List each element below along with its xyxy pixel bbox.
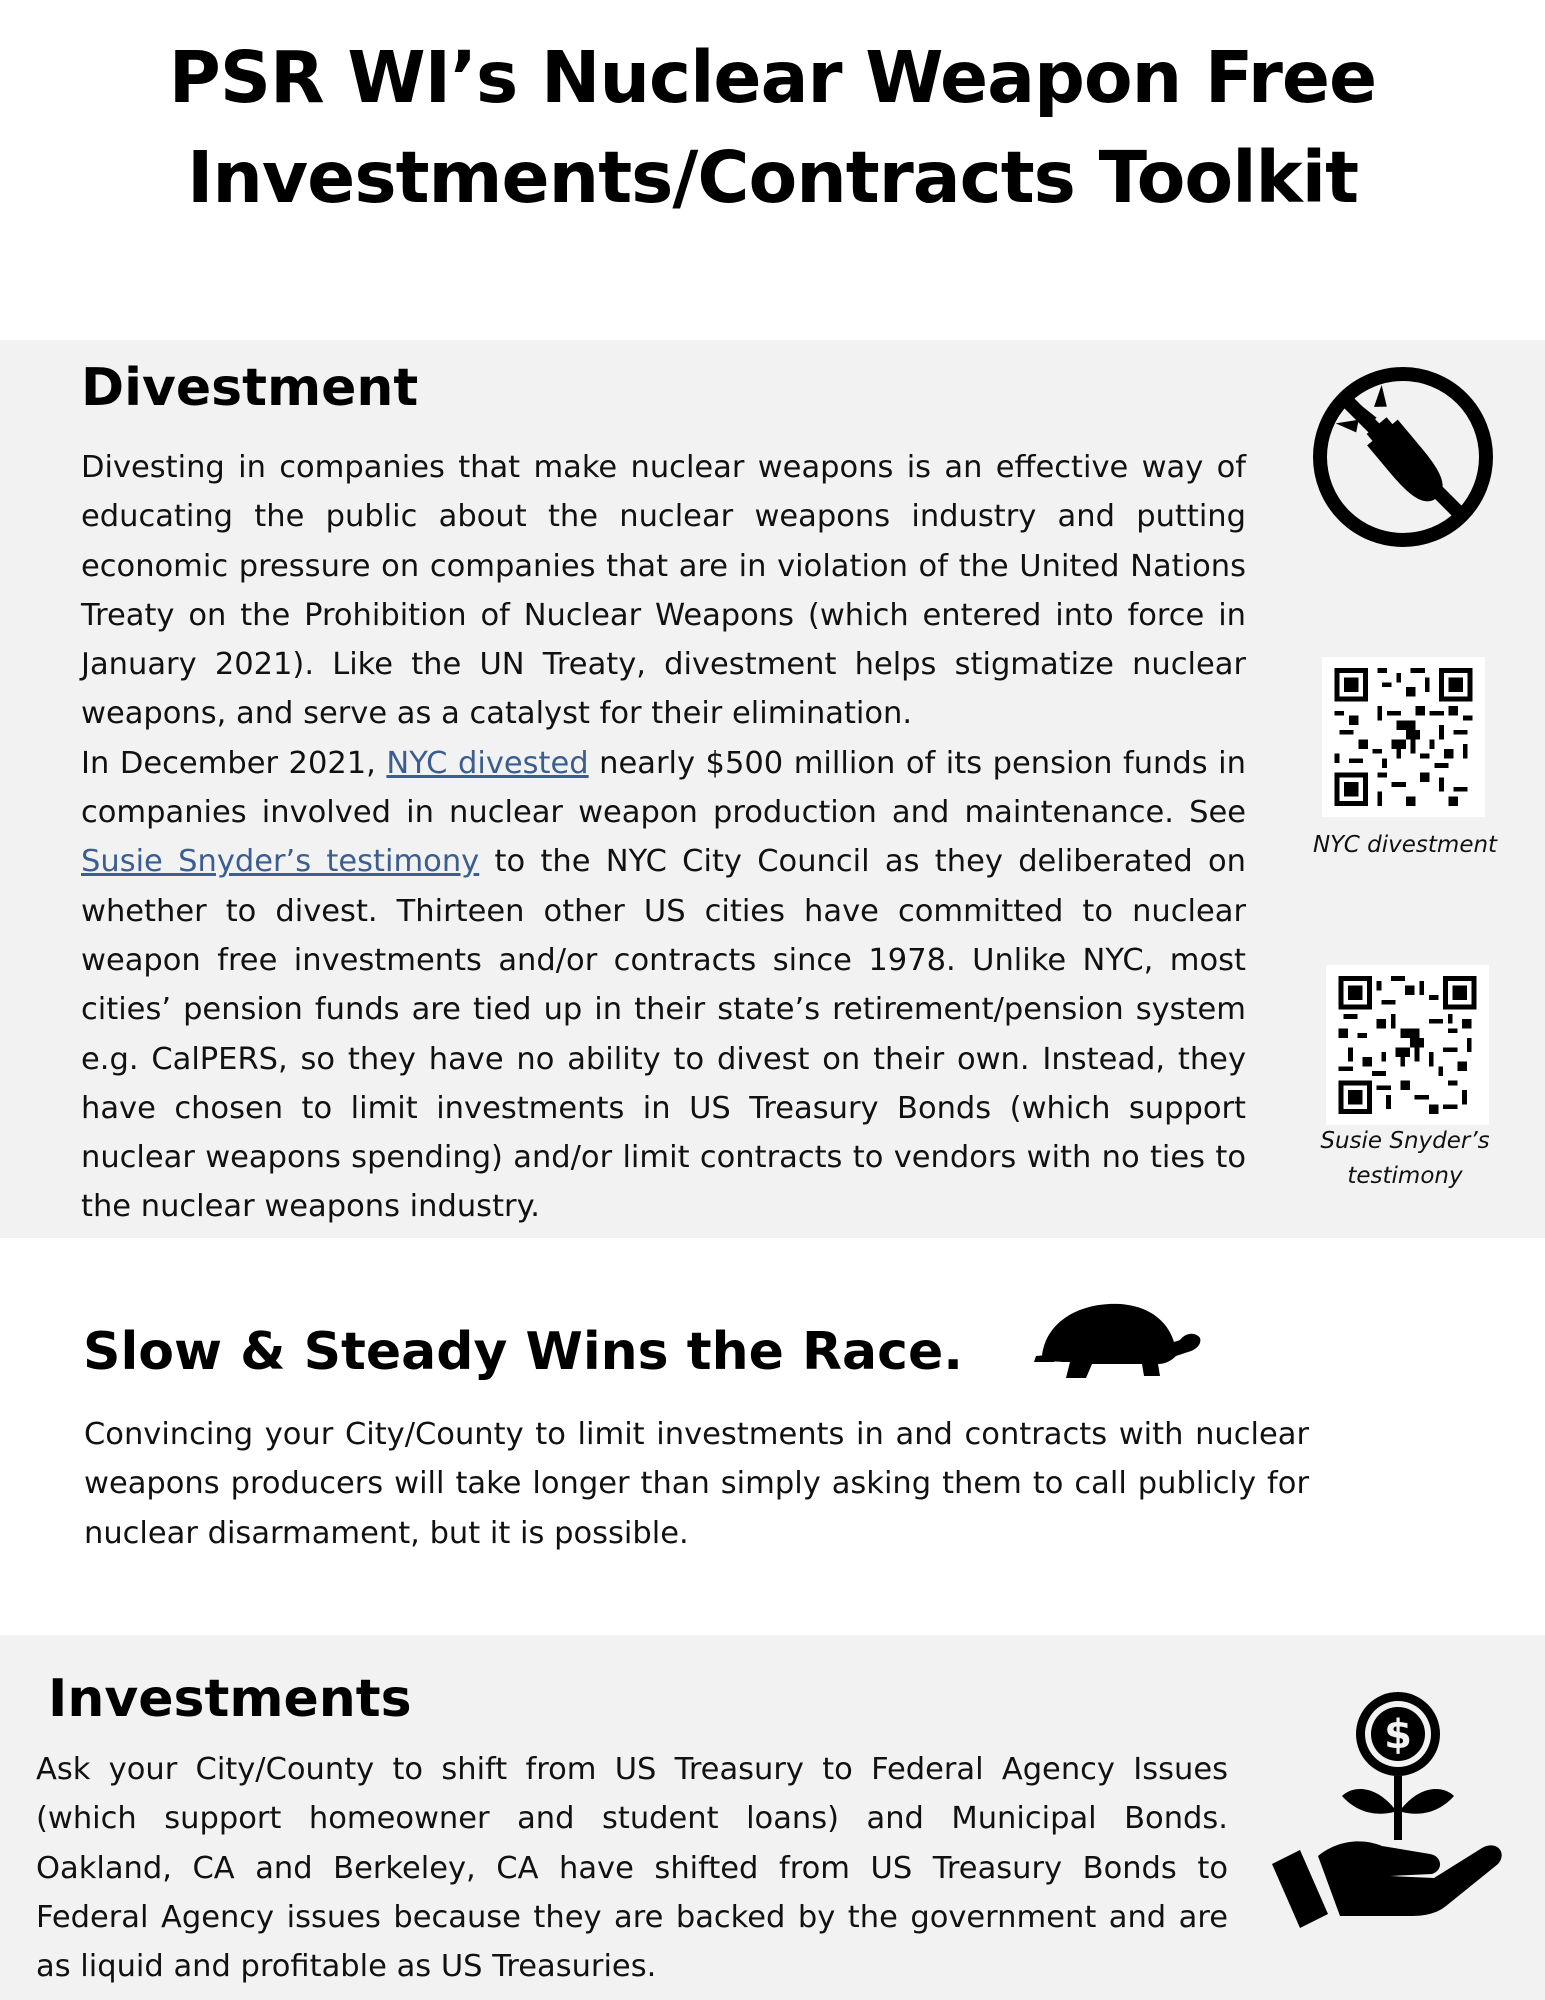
investments-heading: Investments (48, 1669, 412, 1729)
divestment-paragraph-2 (81, 739, 1246, 1232)
divestment-p2-text-c: to the NYC City Council as they deliberated on whether to divest. Thirteen other US cities have committed to nuclear weapon free investments and/or contracts since 1978. Unlike NYC, most cities’ pension funds are tied up in their state’s retirement/pension system e.g. CalPERS, so they have no ability to divest on their own. Instead, they have chosen to limit investments in US Treasury Bonds (which support nuclear weapons spending) and/or limit contracts to vendors with no ties to the nuclear weapons industry. (81, 844, 1246, 1225)
slow-steady-heading: Slow & Steady Wins the Race. (83, 1322, 963, 1382)
nyc-divestment-qr-code[interactable] (1322, 657, 1485, 817)
money-plant-hand-icon (1270, 1688, 1508, 1928)
no-nuclear-bomb-icon (1310, 364, 1496, 550)
susie-snyder-testimony-qr-code[interactable] (1326, 965, 1489, 1125)
susie-snyder-testimony-caption (1300, 1124, 1510, 1194)
qr-code-icon (1337, 976, 1478, 1114)
page-title-line-2: Investments/Contracts Toolkit (186, 136, 1359, 219)
nyc-divested-link[interactable]: NYC divested (386, 745, 589, 781)
susie-snyder-testimony-link[interactable]: Susie Snyder’s testimony (81, 844, 480, 880)
divestment-heading: Divestment (81, 358, 419, 418)
page-title-line-1: PSR WI’s Nuclear Weapon Free (168, 36, 1377, 119)
divestment-body (81, 443, 1246, 1232)
susie-caption-line-1: Susie Snyder’s (1320, 1128, 1490, 1154)
nyc-divestment-caption: NYC divestment (1312, 832, 1498, 858)
qr-code-icon (1333, 668, 1474, 806)
divestment-p2-text-a: In December 2021, (81, 745, 387, 781)
svg-text:$: $ (1384, 1712, 1412, 1758)
turtle-icon (1030, 1296, 1202, 1380)
slow-steady-body: Convincing your City/County to limit investments in and contracts with nuclear weapons producers will take longer than simply asking them to call publicly for nuclear disarmament, but it is possible. (84, 1417, 1309, 1551)
page-title (0, 28, 1545, 228)
divestment-p2-text-b: nearly $500 million of its pension funds in companies involved in nuclear weapon production and maintenance. See (81, 745, 1246, 831)
investments-body: Ask your City/County to shift from US Treasury to Federal Agency Issues (which support homeowner and student loans) and Municipal Bonds. Oakland, CA and Berkeley, CA have shifted from US Treasury Bonds to Federal Agency issues because they are backed by the government and are as liquid and profitable as US Treasuries. (36, 1752, 1228, 1985)
susie-caption-line-2: testimony (1347, 1163, 1463, 1189)
divestment-paragraph-1: Divesting in companies that make nuclear weapons is an effective way of educating the public about the nuclear weapons industry and putting economic pressure on companies that are in violation of the United Nations Treaty on the Prohibition of Nuclear Weapons (which entered into force in January 2021). Like the UN Treaty, divestment helps stigmatize nuclear weapons, and serve as a catalyst for their elimination. (81, 450, 1246, 732)
